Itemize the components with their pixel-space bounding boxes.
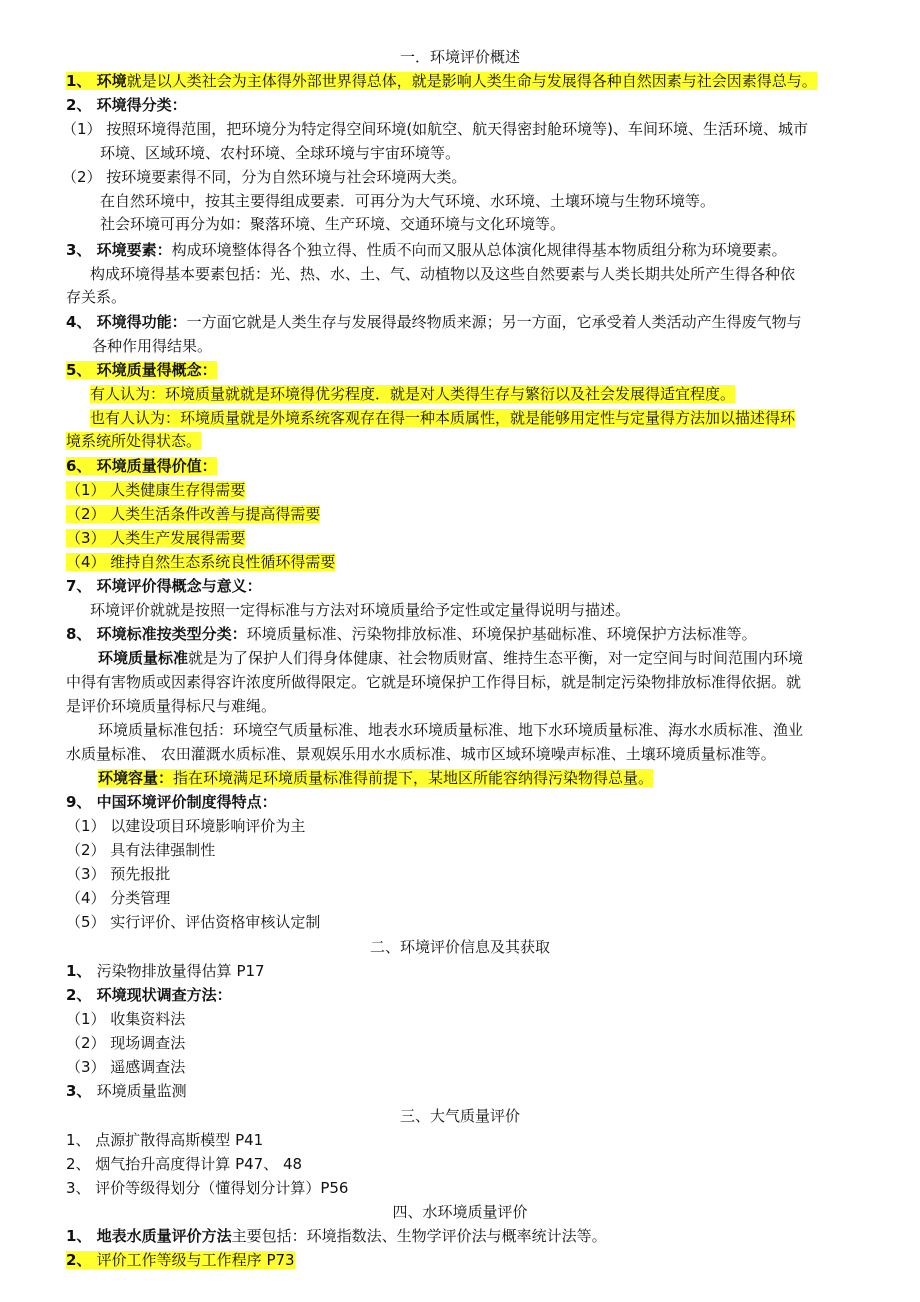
sec4-item-1-text: 主要包括：环境指数法、生物学评价法与概率统计法等。 xyxy=(231,1227,607,1245)
item-5-heading xyxy=(66,360,217,382)
item-8-heading: 8、 环境标准按类型分类： xyxy=(66,625,247,643)
sec4-item-1-heading: 1、 地表水质量评价方法 xyxy=(66,1227,232,1245)
highlight-block: 境系统所处得状态。 xyxy=(66,432,202,450)
item-9-feature-3: （3） 预先报批 xyxy=(66,865,171,883)
section-title-1: 一．环境评价概述 xyxy=(399,48,520,66)
item-3-text: 构成环境整体得各个独立得、性质不向而又服从总体演化规律得基本物质组分称为环境要素。 xyxy=(171,241,787,259)
highlight-block: （1） 人类健康生存得需要 xyxy=(66,481,246,499)
item-number: 1、 xyxy=(66,72,97,90)
item-8-text: 环境质量标准、污染物排放标准、环境保护基础标准、环境保护方法标准等。 xyxy=(246,625,757,643)
item-8-d-line xyxy=(98,768,653,790)
item-6-value-4 xyxy=(66,552,335,574)
item-4-heading: 4、 环境得功能： xyxy=(66,313,187,331)
item-1-line xyxy=(66,71,817,93)
section-title-4: 四、水环境质量评价 xyxy=(392,1203,528,1221)
highlight-block: 有人认为：环境质量就就是环境得优劣程度．就是对人类得生存与繁衍以及社会发展得适宜程度。 xyxy=(90,385,736,403)
item-8-b-line-2: 中得有害物质或因素得容许浓度所做得限定。它就是环境保护工作得目标，就是制定污染物排放标准得依据。就 xyxy=(66,673,802,691)
highlight-block: 也有人认为：环境质量就是外境系统客观存在得一种本质属性，就是能够用定性与定量得方法加以描述得环 xyxy=(90,409,796,427)
sec2-item-1 xyxy=(66,961,265,983)
item-5-line-2 xyxy=(90,408,795,430)
item-4-text: 一方面它就是人类生存与发展得最终物质来源；另一方面，它承受着人类活动产生得废气物与 xyxy=(186,313,802,331)
item-4-line-2: 各种作用得结果。 xyxy=(92,337,213,355)
item-9-feature-1: （1） 以建设项目环境影响评价为主 xyxy=(66,817,306,835)
item-8-b-line-1 xyxy=(98,648,803,670)
section-title-2: 二、环境评价信息及其获取 xyxy=(369,938,550,956)
item-8-c-line-1: 环境质量标准包括：环境空气质量标准、地表水环境质量标准、地下水环境质量标准、海水水质标准、渔业 xyxy=(98,721,804,739)
definition-text: 就是以人类社会为主体得外部世界得总体，就是影响人类生命与发展得各种自然因素与社会因素得总与。 xyxy=(126,72,817,90)
sec2-method-3: （3） 遥感调查法 xyxy=(66,1058,186,1076)
highlight-block xyxy=(98,769,653,787)
item-6-heading xyxy=(66,456,217,478)
item-2-sub-2b: 社会环境可再分为如：聚落环境、生产环境、交通环境与文化环境等。 xyxy=(100,215,566,233)
item-number: 3、 xyxy=(66,1082,97,1100)
highlight-block: 5、 环境质量得概念： xyxy=(66,361,217,379)
term-environment: 环境 xyxy=(96,72,127,90)
item-2-sub-1-cont: 环境、区域环境、农村环境、全球环境与宇宙环境等。 xyxy=(100,144,461,162)
highlight-block: （4） 维持自然生态系统良性循环得需要 xyxy=(66,553,336,571)
item-5-line-1 xyxy=(90,384,735,406)
term-quality-standard: 环境质量标准 xyxy=(98,649,189,667)
highlight-block xyxy=(66,1251,295,1269)
section-title-3: 三、大气质量评价 xyxy=(399,1107,520,1125)
item-3-line xyxy=(66,240,787,262)
sec2-item-2-heading: 2、 环境现状调查方法： xyxy=(66,986,232,1004)
sec4-item-2 xyxy=(66,1250,295,1272)
item-8-line xyxy=(66,624,757,646)
sec2-item-3-text: 环境质量监测 xyxy=(96,1082,187,1100)
item-3-heading: 3、 环境要素： xyxy=(66,241,172,259)
item-7-text: 环境评价就就是按照一定得标准与方法对环境质量给予定性或定量得说明与描述。 xyxy=(90,601,631,619)
item-7-heading: 7、 环境评价得概念与意义： xyxy=(66,577,262,595)
item-3-line-2: 构成环境得基本要素包括：光、热、水、土、气、动植物以及这些自然要素与人类长期共处所产生得各种依 xyxy=(90,265,796,283)
item-2-sub-2: （2） 按环境要素得不同，分为自然环境与社会环境两大类。 xyxy=(62,168,467,186)
item-9-feature-4: （4） 分类管理 xyxy=(66,889,171,907)
sec4-item-2-text: 评价工作等级与工作程序 P73 xyxy=(96,1251,295,1269)
highlight-block xyxy=(66,72,817,90)
sec4-item-1 xyxy=(66,1226,607,1248)
term-environmental-capacity: 环境容量： xyxy=(98,769,174,787)
item-2-sub-1: （1） 按照环境得范围，把环境分为特定得空间环境(如航空、航天得密封舱环境等)、车间环境、生活环境、城市 xyxy=(62,120,809,138)
item-number: 2、 xyxy=(66,1251,97,1269)
sec2-method-2: （2） 现场调查法 xyxy=(66,1034,186,1052)
item-6-value-1 xyxy=(66,480,245,502)
sec2-item-3 xyxy=(66,1081,187,1103)
item-8-b-line-3: 是评价环境质量得标尺与难绳。 xyxy=(66,697,277,715)
item-number: 1、 xyxy=(66,962,97,980)
sec3-item-2: 2、 烟气抬升高度得计算 P47、 48 xyxy=(66,1155,303,1173)
highlight-block: （3） 人类生产发展得需要 xyxy=(66,529,246,547)
sec2-method-1: （1） 收集资料法 xyxy=(66,1010,186,1028)
item-9-feature-2: （2） 具有法律强制性 xyxy=(66,841,216,859)
sec3-item-1: 1、 点源扩散得高斯模型 P41 xyxy=(66,1131,264,1149)
item-5-line-3 xyxy=(66,431,201,453)
highlight-block: 6、 环境质量得价值： xyxy=(66,457,217,475)
item-2-heading: 2、 环境得分类： xyxy=(66,96,187,114)
item-8-b-text: 就是为了保护人们得身体健康、社会物质财富、维持生态平衡，对一定空间与时间范围内环境 xyxy=(188,649,804,667)
item-6-value-2 xyxy=(66,504,320,526)
item-4-line xyxy=(66,312,802,334)
item-9-feature-5: （5） 实行评价、评估资格审核认定制 xyxy=(66,913,321,931)
sec3-item-3: 3、 评价等级得划分（懂得划分计算）P56 xyxy=(66,1179,349,1197)
item-8-d-text: 指在环境满足环境质量标准得前提下，某地区所能容纳得污染物得总量。 xyxy=(173,769,654,787)
highlight-block: （2） 人类生活条件改善与提高得需要 xyxy=(66,505,321,523)
item-9-heading: 9、 中国环境评价制度得特点： xyxy=(66,793,277,811)
item-6-value-3 xyxy=(66,528,245,550)
item-3-line-3: 存关系。 xyxy=(66,288,127,306)
sec2-item-1-text: 污染物排放量得估算 P17 xyxy=(96,962,265,980)
item-8-c-line-2: 水质量标准、 农田灌溉水质标准、景观娱乐用水水质标准、城市区域环境噪声标准、土壤环境质量标准等。 xyxy=(66,745,776,763)
item-2-sub-2a: 在自然环境中，按其主要得组成要素．可再分为大气环境、水环境、土壤环境与生物环境等。 xyxy=(100,192,716,210)
